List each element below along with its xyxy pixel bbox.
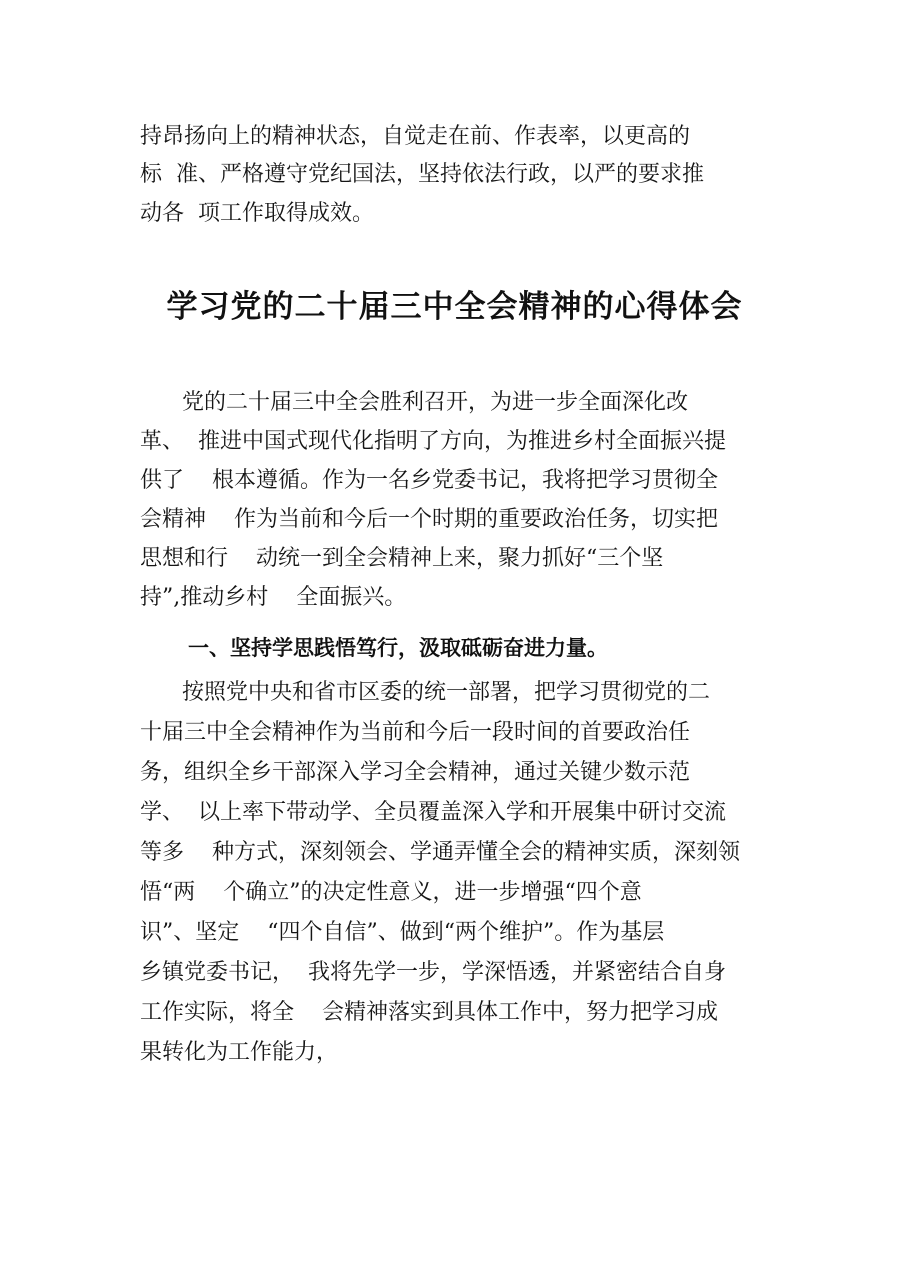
paragraph2-line-3: 务，组织全乡干部深入学习全会精神，通过关键少数示范 — [140, 760, 691, 785]
paragraph2-line-1: 按照党中央和省市区委的统一部署，把学习贯彻党的二 — [140, 680, 710, 705]
paragraph1-line-4: 会精神 作为当前和今后一个时期的重要政治任务，切实把 — [140, 507, 718, 532]
paragraph1-line-3: 供了 根本遵循。作为一名乡党委书记，我将把学习贯彻全 — [140, 468, 718, 493]
intro-line-1: 持昂扬向上的精神状态，自觉走在前、作表率，以更高的 — [140, 124, 691, 149]
document-title: 学习党的二十届三中全会精神的心得体会 — [166, 289, 743, 325]
paragraph1-line-1: 党的二十届三中全会胜利召开，为进一步全面深化改 — [140, 390, 688, 415]
section-heading-1: 一、坚持学思践悟笃行，汲取砥砺奋进力量。 — [188, 636, 608, 660]
paragraph2-line-6: 悟“两 个确立”的决定性意义，进一步增强“四个意 — [140, 880, 642, 905]
paragraph2-line-5: 等多 种方式，深刻领会、学通弄懂全会的精神实质，深刻领 — [140, 840, 740, 865]
paragraph1-line-5: 思想和行 动统一到全会精神上来，聚力抓好“三个坚 — [140, 546, 664, 571]
paragraph2-line-9: 工作实际，将全 会精神落实到具体工作中，努力把学习成 — [140, 1000, 718, 1025]
paragraph2-line-4: 学、 以上率下带动学、全员覆盖深入学和开展集中研讨交流 — [140, 800, 726, 825]
paragraph2-line-2: 十届三中全会精神作为当前和今后一段时间的首要政治任 — [140, 720, 691, 745]
paragraph1-line-2: 革、 推进中国式现代化指明了方向，为推进乡村全面振兴提 — [140, 429, 726, 454]
intro-line-2: 标 准、严格遵守党纪国法，坚持依法行政，以严的要求推 — [140, 162, 704, 187]
intro-line-3: 动各 项工作取得成效。 — [140, 201, 374, 226]
paragraph2-line-7: 识”、坚定 “四个自信”、做到“两个维护”。作为基层 — [140, 920, 665, 945]
paragraph2-line-10: 果转化为工作能力， — [140, 1040, 339, 1065]
paragraph1-line-6: 持”,推动乡村 全面振兴。 — [140, 585, 407, 610]
paragraph2-line-8: 乡镇党委书记， 我将先学一步，学深悟透，并紧密结合自身 — [140, 960, 726, 985]
